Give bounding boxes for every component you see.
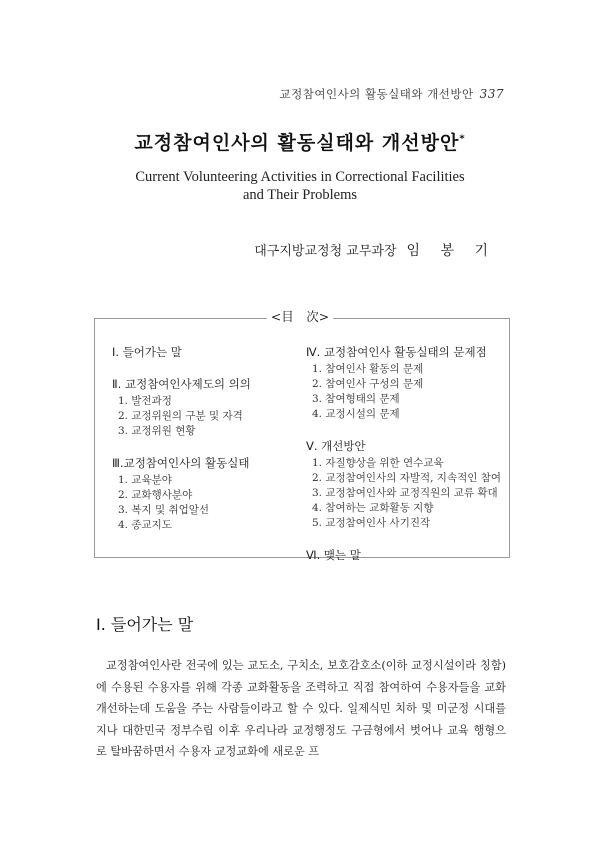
toc-section-title: Ⅲ.교정참여인사의 활동실태 xyxy=(112,456,250,470)
author-affiliation: 대구지방교정청 교무과장 xyxy=(254,244,397,259)
toc-item: 3. 교정위원 현황 xyxy=(118,425,196,437)
toc-item: 4. 참여하는 교화활동 지향 xyxy=(312,502,434,514)
toc-section-title: Ⅵ. 맺는 말 xyxy=(306,548,361,562)
author-line xyxy=(254,240,496,260)
subtitle-line-1: Current Volunteering Activities in Correctional Facilities xyxy=(135,169,465,185)
toc-item: 2. 참여인사 구성의 문제 xyxy=(312,378,424,390)
toc-right-column xyxy=(306,336,511,565)
toc-heading xyxy=(0,307,600,325)
toc-item: 4. 교정시설의 문제 xyxy=(312,408,400,420)
toc-item: 1. 참여인사 활동의 문제 xyxy=(312,363,424,375)
toc-item: 3. 교정참여인사와 교정직원의 교류 확대 xyxy=(312,487,498,499)
paper-title-text: 교정참여인사의 활동실태와 개선방안 xyxy=(134,132,460,154)
toc-section-title: Ⅰ. 들어가는 말 xyxy=(112,345,182,359)
title-footnote-mark: * xyxy=(459,133,466,145)
subtitle-line-2: and Their Problems xyxy=(242,187,358,203)
toc-item: 5. 교정참여인사 사기진작 xyxy=(312,517,431,529)
toc-item: 2. 교정참여인사의 자발적, 지속적인 참여 xyxy=(312,472,501,484)
body-paragraph: 교정참여인사란 전국에 있는 교도소, 구치소, 보호감호소(이하 교정시설이라 칭함)에 수용된 수용자를 위해 각종 교화활동을 조력하고 직접 참여하여 수용자들을 교화 개선하는데 도움을 주는 사람들이라고 할 수 있다. 일제식민 치하 및 미군정 시대를 지나 대한민국 정부수립 이후 우리나라 교정행정도 구금형에서 벗어나 교육 행형으로 탈바꿈하면서 수용자 교정교화에 새로운 프 xyxy=(96,659,506,758)
toc-item: 3. 복지 및 취업알선 xyxy=(118,504,210,516)
running-head xyxy=(280,86,504,102)
toc-section-title: Ⅴ. 개선방안 xyxy=(306,439,366,453)
toc-item: 1. 자질향상을 위한 연수교육 xyxy=(312,457,444,469)
toc-heading-text: <目 次> xyxy=(267,309,333,324)
toc-item: 1. 발전과정 xyxy=(118,395,172,407)
body-text xyxy=(96,655,506,763)
section-heading: Ⅰ. 들어가는 말 xyxy=(96,615,194,634)
toc-item: 2. 교정위원의 구분 및 자격 xyxy=(118,410,243,422)
toc-item: 1. 교육분야 xyxy=(118,474,172,486)
toc-section-title: Ⅳ. 교정참여인사 활동실태의 문제점 xyxy=(306,345,487,359)
toc-section-title: Ⅱ. 교정참여인사제도의 의의 xyxy=(112,377,251,391)
author-name: 임 봉 기 xyxy=(406,243,496,259)
paper-title xyxy=(0,128,600,155)
page-number: 337 xyxy=(479,87,504,101)
toc-item: 2. 교화행사분야 xyxy=(118,489,193,501)
running-head-title: 교정참여인사의 활동실태와 개선방안 xyxy=(279,87,474,101)
toc-left-column xyxy=(112,336,302,533)
toc-item: 4. 종교지도 xyxy=(118,519,172,531)
toc-item: 3. 참여형태의 문제 xyxy=(312,393,400,405)
paper-subtitle xyxy=(0,168,600,204)
